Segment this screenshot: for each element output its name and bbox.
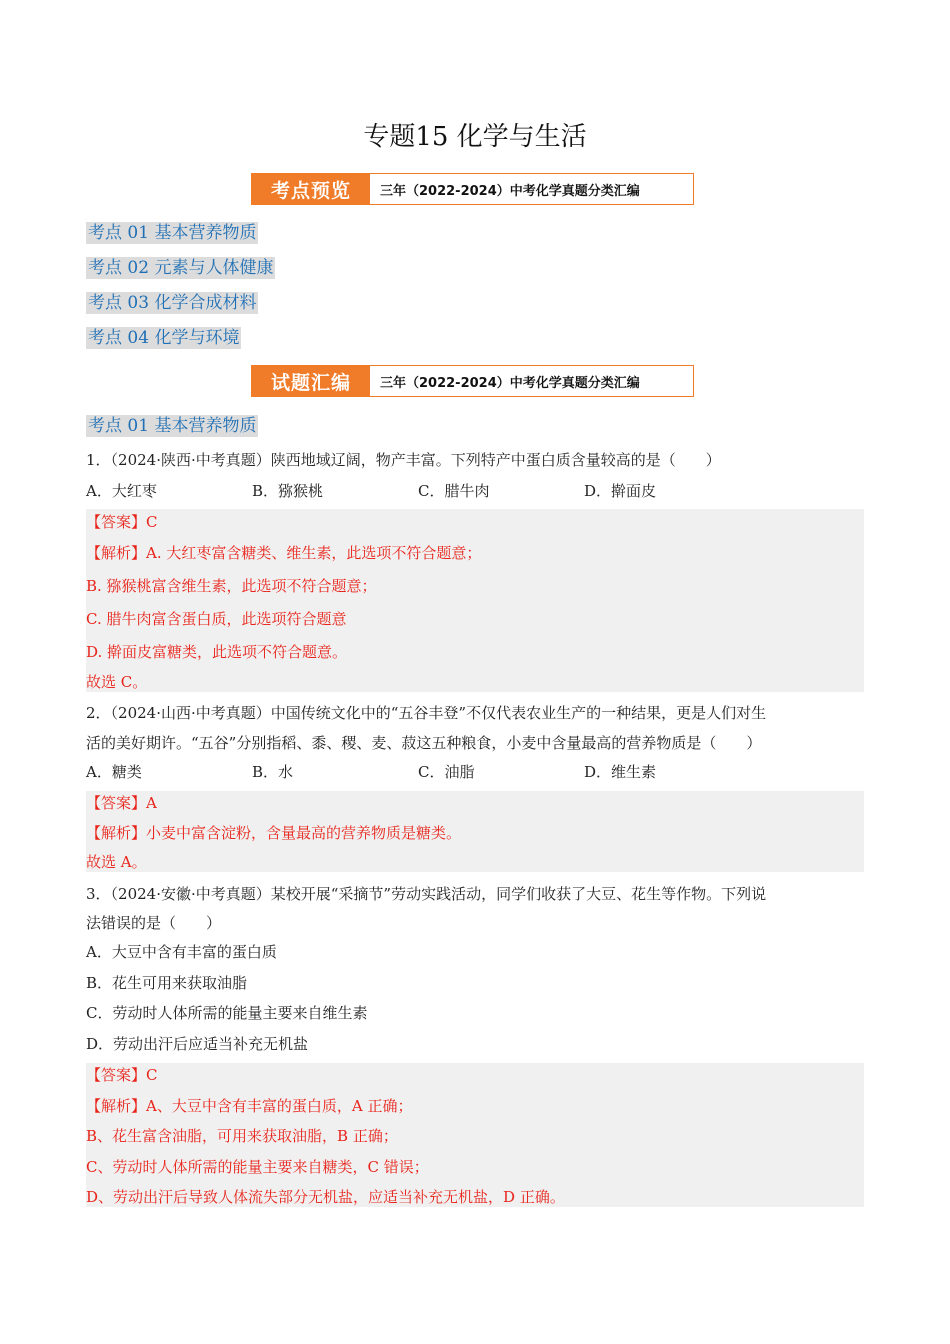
- analysis-label: 【解析】: [86, 824, 147, 842]
- question-stem: 3．（2024·安徽·中考真题）某校开展“采摘节”劳动实践活动，同学们收获了大豆、花生等作物。下列说: [86, 885, 767, 903]
- toc-item[interactable]: 考点 01 基本营养物质: [88, 223, 257, 243]
- option: C．劳动时人体所需的能量主要来自维生素: [86, 1004, 368, 1022]
- conclusion: 故选 C。: [86, 673, 148, 691]
- analysis-text: D. 擀面皮富糖类，此选项不符合题意。: [86, 643, 348, 661]
- option: A．大红枣: [86, 482, 157, 500]
- answer-value: C: [146, 513, 158, 531]
- page-title: 专题15 化学与生活: [363, 122, 587, 152]
- banner-tag: 考点预览: [252, 174, 370, 204]
- option: D．维生素: [584, 763, 657, 781]
- option: D．劳动出汗后应适当补充无机盐: [86, 1035, 309, 1053]
- analysis-text: D、劳动出汗后导致人体流失部分无机盐，应适当补充无机盐，D 正确。: [86, 1188, 565, 1206]
- analysis-label: 【解析】: [86, 1097, 147, 1115]
- analysis-text: A. 大红枣富含糖类、维生素，此选项不符合题意；: [146, 544, 482, 562]
- analysis-text: B. 猕猴桃富含维生素，此选项不符合题意；: [86, 577, 377, 595]
- analysis-text: A、大豆中含有丰富的蛋白质，A 正确；: [146, 1097, 413, 1115]
- option: C．油脂: [418, 763, 475, 781]
- toc-item[interactable]: 考点 04 化学与环境: [88, 328, 240, 348]
- banner-tag: 试题汇编: [252, 366, 370, 396]
- question-stem: 2．（2024·山西·中考真题）中国传统文化中的“五谷丰登”不仅代表农业生产的一种结果，更是人们对生: [86, 704, 767, 722]
- answer-line: [86, 793, 157, 813]
- analysis-text: B、花生富含油脂，可用来获取油脂，B 正确；: [86, 1127, 398, 1145]
- answer-line: [86, 1065, 158, 1085]
- option: A．糖类: [86, 763, 142, 781]
- banner-text: 三年（2022-2024）中考化学真题分类汇编: [380, 183, 640, 199]
- question-stem: 法错误的是（ ）: [86, 914, 222, 932]
- question-stem: 活的美好期许。“五谷”分别指稻、黍、稷、麦、菽这五种粮食，小麦中含量最高的营养物质是（ ）: [86, 734, 762, 752]
- preview-banner: [251, 173, 694, 205]
- conclusion: 故选 A。: [86, 853, 147, 871]
- answer-label: 【答案】: [86, 513, 147, 531]
- answer-block: [86, 509, 864, 692]
- option: B．花生可用来获取油脂: [86, 974, 248, 992]
- banner-text: 三年（2022-2024）中考化学真题分类汇编: [380, 375, 640, 391]
- answer-label: 【答案】: [86, 1066, 147, 1084]
- answer-value: A: [146, 794, 157, 812]
- section-heading: 考点 01 基本营养物质: [88, 416, 257, 436]
- analysis-text: 小麦中富含淀粉，含量最高的营养物质是糖类。: [146, 824, 462, 842]
- answer-label: 【答案】: [86, 794, 147, 812]
- analysis-text: C、劳动时人体所需的能量主要来自糖类，C 错误；: [86, 1158, 429, 1176]
- option: A．大豆中含有丰富的蛋白质: [86, 943, 277, 961]
- analysis-label: 【解析】: [86, 544, 147, 562]
- option: C．腊牛肉: [418, 482, 490, 500]
- option: D．擀面皮: [584, 482, 657, 500]
- toc-item[interactable]: 考点 02 元素与人体健康: [88, 258, 274, 278]
- analysis-line: [86, 1096, 412, 1116]
- analysis-line: [86, 543, 481, 563]
- answer-line: [86, 512, 158, 532]
- analysis-text: C. 腊牛肉富含蛋白质，此选项符合题意: [86, 610, 347, 628]
- question-stem: 1．（2024·陕西·中考真题）陕西地域辽阔，物产丰富。下列特产中蛋白质含量较高的是（ ）: [86, 451, 721, 469]
- answer-value: C: [146, 1066, 158, 1084]
- toc-item[interactable]: 考点 03 化学合成材料: [88, 293, 257, 313]
- option: B．猕猴桃: [252, 482, 324, 500]
- analysis-line: [86, 823, 461, 843]
- questions-banner: [251, 365, 694, 397]
- option: B．水: [252, 763, 294, 781]
